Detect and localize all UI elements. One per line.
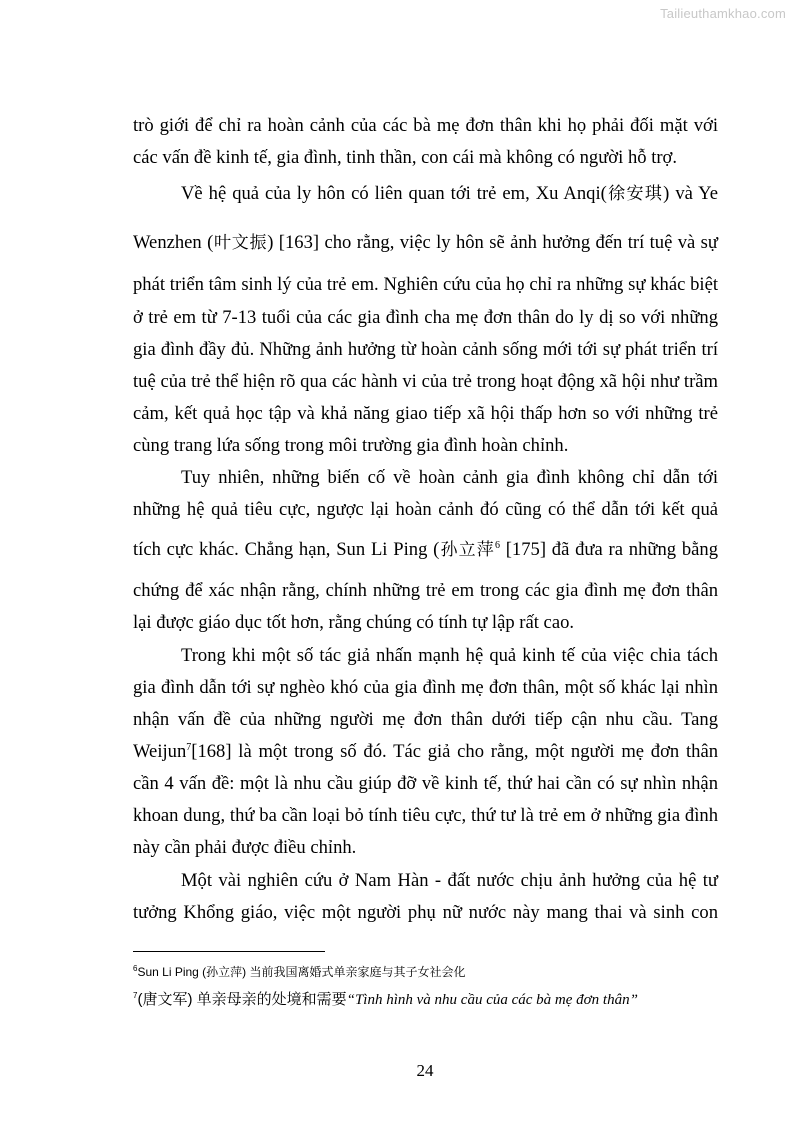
footnote-mark: 7 xyxy=(133,991,138,1000)
text-line: phát triển tâm sinh lý của trẻ em. Nghiên cứu của họ chỉ ra những sự khác biệt xyxy=(133,274,718,295)
footnote-ref[interactable]: 6 xyxy=(494,539,500,551)
text-line: lại được giáo dục tốt hơn, rằng chúng có tính tự lập rất cao. xyxy=(133,612,575,633)
chinese-name: 孙立萍 xyxy=(439,540,495,560)
text-line: các vấn đề kinh tế, gia đình, tinh thần, con cái mà không có người hỗ trợ. xyxy=(133,147,678,168)
text-line: gia đình đầy đủ. Những ảnh hưởng từ hoàn cảnh sống mới tới sự phát triển trí xyxy=(133,339,718,360)
text-line: cần 4 vấn đề: một là nhu cầu giúp đỡ về kinh tế, thứ hai cần có sự nhìn nhận xyxy=(133,773,718,794)
text-line: cùng trang lứa sống trong môi trường gia đình hoàn chỉnh. xyxy=(133,435,569,456)
text-line: Một vài nghiên cứu ở Nam Hàn - đất nước chịu ảnh hưởng của hệ tư xyxy=(181,870,718,891)
footnote-ref[interactable]: 7 xyxy=(186,741,192,753)
text-line: cảm, kết quả học tập và khả năng giao tiếp xã hội thấp hơn so với những trẻ xyxy=(133,403,718,424)
text-line: nhận vấn đề của những người mẹ đơn thân dưới tiếp cận nhu cầu. Tang xyxy=(133,709,718,730)
text-line: chứng để xác nhận rằng, chính những trẻ em trong các gia đình mẹ đơn thân xyxy=(133,580,718,601)
text-line: trò giới để chỉ ra hoàn cảnh của các bà mẹ đơn thân khi họ phải đối mặt với xyxy=(133,115,718,136)
watermark: Tailieuthamkhao.com xyxy=(660,6,786,21)
footnote-6: $^6$Sun Li Ping (孙立萍) 当前我国离婚式单亲家庭与其子女社会化 xyxy=(133,964,466,979)
footnote-separator xyxy=(133,951,325,952)
text-line: những hệ quả tiêu cực, ngược lại hoàn cảnh đó cũng có thể dẫn tới kết quả xyxy=(133,499,718,520)
text-line: khoan dung, thứ ba cần loại bỏ tính tiêu cực, thứ tư là trẻ em ở những gia đình xyxy=(133,805,718,826)
text-line: tưởng Khổng giáo, việc một người phụ nữ nước này mang thai và sinh con xyxy=(133,902,718,923)
text-line: Tuy nhiên, những biến cố về hoàn cảnh gia đình không chỉ dẫn tới xyxy=(181,467,718,488)
footnote-7: $^7$(唐文军) 单亲母亲的处境和需要“Tình hình và nhu cầu của các bà mẹ đơn thân” xyxy=(133,991,638,1008)
chinese-name: 徐安琪 xyxy=(606,184,664,204)
text-line: tuệ của trẻ thể hiện rõ qua các hành vi của trẻ trong hoạt động xã hội như trầm xyxy=(133,371,718,392)
footnote-mark: 6 xyxy=(133,964,138,973)
text-line: gia đình dẫn tới sự nghèo khó của gia đình mẹ đơn thân, một số khác lại nhìn xyxy=(133,677,718,698)
text-line: ở trẻ em từ 7-13 tuổi của các gia đình cha mẹ đơn thân do ly dị so với những xyxy=(133,307,718,328)
text-line: này cần phải được điều chỉnh. xyxy=(133,837,357,858)
page-number: 24 xyxy=(416,1061,434,1080)
text-line: tích cực khác. Chẳng hạn, Sun Li Ping (孙立萍$^6$ [175] đã đưa ra những bằng xyxy=(133,539,718,560)
text-line: Trong khi một số tác giả nhấn mạnh hệ quả kinh tế của việc chia tách xyxy=(181,645,718,666)
chinese-name: 叶文振 xyxy=(213,233,268,253)
text-line: Wenzhen (叶文振) [163] cho rằng, việc ly hôn sẽ ảnh hưởng đến trí tuệ và sự xyxy=(133,232,718,253)
text-line: Weijun$^7$[168] là một trong số đó. Tác giả cho rằng, một người mẹ đơn thân xyxy=(133,741,718,762)
text-line: Về hệ quả của ly hôn có liên quan tới trẻ em, Xu Anqi(徐安琪) và Ye xyxy=(181,183,718,204)
